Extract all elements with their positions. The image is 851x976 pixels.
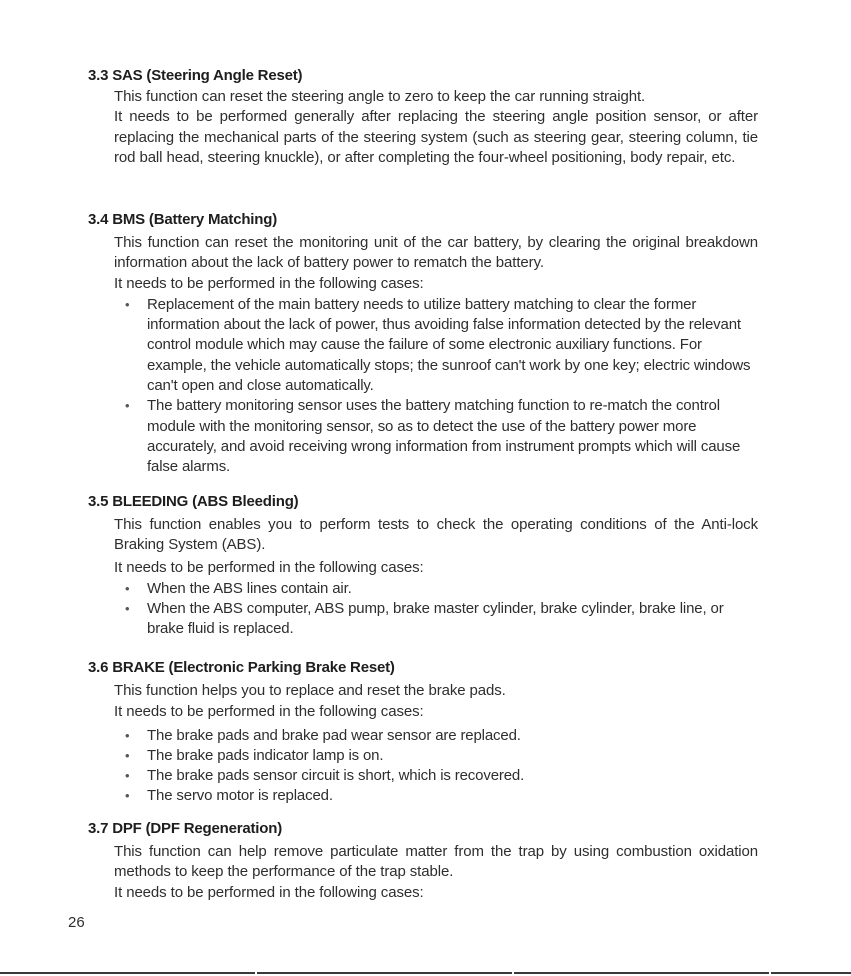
list-item (114, 396, 758, 477)
bullet-list (114, 579, 758, 640)
list-item (114, 599, 758, 640)
page-number: 26 (68, 914, 85, 931)
paragraph: This function can reset the steering angle to zero to keep the car running straight. (114, 88, 646, 105)
bullet-icon: • (125, 398, 130, 414)
list-item-text: The brake pads indicator lamp is on. (147, 746, 384, 764)
list-item-text: The brake pads and brake pad wear sensor are replaced. (147, 726, 521, 744)
bullet-icon: • (125, 296, 130, 312)
bullet-icon: • (125, 768, 130, 784)
paragraph: It needs to be performed in the following cases: (114, 558, 424, 576)
bullet-icon: • (125, 788, 130, 804)
bottom-rule (0, 972, 255, 974)
section-heading: 3.6 BRAKE (Electronic Parking Brake Reset) (88, 659, 395, 676)
list-item-text: When the ABS lines contain air. (147, 579, 352, 597)
section-brake (88, 658, 758, 807)
list-item-text: When the ABS computer, ABS pump, brake master cylinder, brake cylinder, brake line, or brake fluid is replaced. (147, 600, 724, 638)
paragraph: This function can reset the monitoring unit of the car battery, by clearing the original breakdown information about the lack of battery power to rematch the battery. (114, 234, 758, 272)
section-heading: 3.7 DPF (DPF Regeneration) (88, 820, 282, 837)
list-item-text: The battery monitoring sensor uses the battery matching function to re-match the control module with the monitoring sensor, so as to detect the use of the battery power more accurately, and avoid receiving wrong information from instrument prompts which will cause false alarms. (147, 397, 741, 476)
bottom-rule (514, 972, 769, 974)
list-item (114, 579, 758, 599)
list-item (114, 746, 758, 766)
paragraph: It needs to be performed in the following cases: (114, 883, 424, 901)
paragraph: This function can help remove particulate matter from the trap by using combustion oxidation methods to keep the performance of the trap stable. (114, 843, 758, 881)
bullet-list (114, 726, 758, 807)
bullet-list (114, 295, 758, 478)
bullet-icon: • (125, 580, 130, 596)
bullet-icon: • (125, 601, 130, 617)
paragraph: It needs to be performed in the following cases: (114, 703, 424, 721)
section-dpf (88, 819, 758, 903)
bottom-rule (771, 972, 851, 974)
paragraph: It needs to be performed generally after replacing the steering angle position sensor, or after replacing the mechanical parts of the steering system (such as steering gear, steering column, tie rod ball head, steering knuckle), or after completing the four-wheel positioning, body repair, etc. (114, 108, 758, 166)
section-sas (88, 66, 758, 168)
list-item (114, 295, 758, 396)
list-item (114, 726, 758, 746)
section-heading: 3.4 BMS (Battery Matching) (88, 211, 277, 228)
section-bms (88, 210, 758, 478)
section-bleeding (88, 492, 758, 640)
bottom-rule (257, 972, 512, 974)
list-item-text: Replacement of the main battery needs to utilize battery matching to clear the former information about the lack of power, thus avoiding false information detected by the relevant control module which may cause the failure of some electronic auxiliary functions. For example, the vehicle automatically stops; the sunroof can't work by one key; electric windows can't open and close automatically. (147, 295, 751, 395)
paragraph: It needs to be performed in the following cases: (114, 274, 424, 292)
bullet-icon: • (125, 727, 130, 743)
paragraph: This function enables you to perform tests to check the operating conditions of the Anti-lock Braking System (ABS). (114, 516, 758, 554)
list-item (114, 786, 758, 806)
bullet-icon: • (125, 747, 130, 763)
list-item-text: The servo motor is replaced. (147, 787, 333, 805)
list-item-text: The brake pads sensor circuit is short, which is recovered. (147, 767, 525, 785)
list-item (114, 766, 758, 786)
section-heading: 3.3 SAS (Steering Angle Reset) (88, 67, 303, 84)
paragraph: This function helps you to replace and reset the brake pads. (114, 682, 506, 699)
section-heading: 3.5 BLEEDING (ABS Bleeding) (88, 493, 299, 510)
